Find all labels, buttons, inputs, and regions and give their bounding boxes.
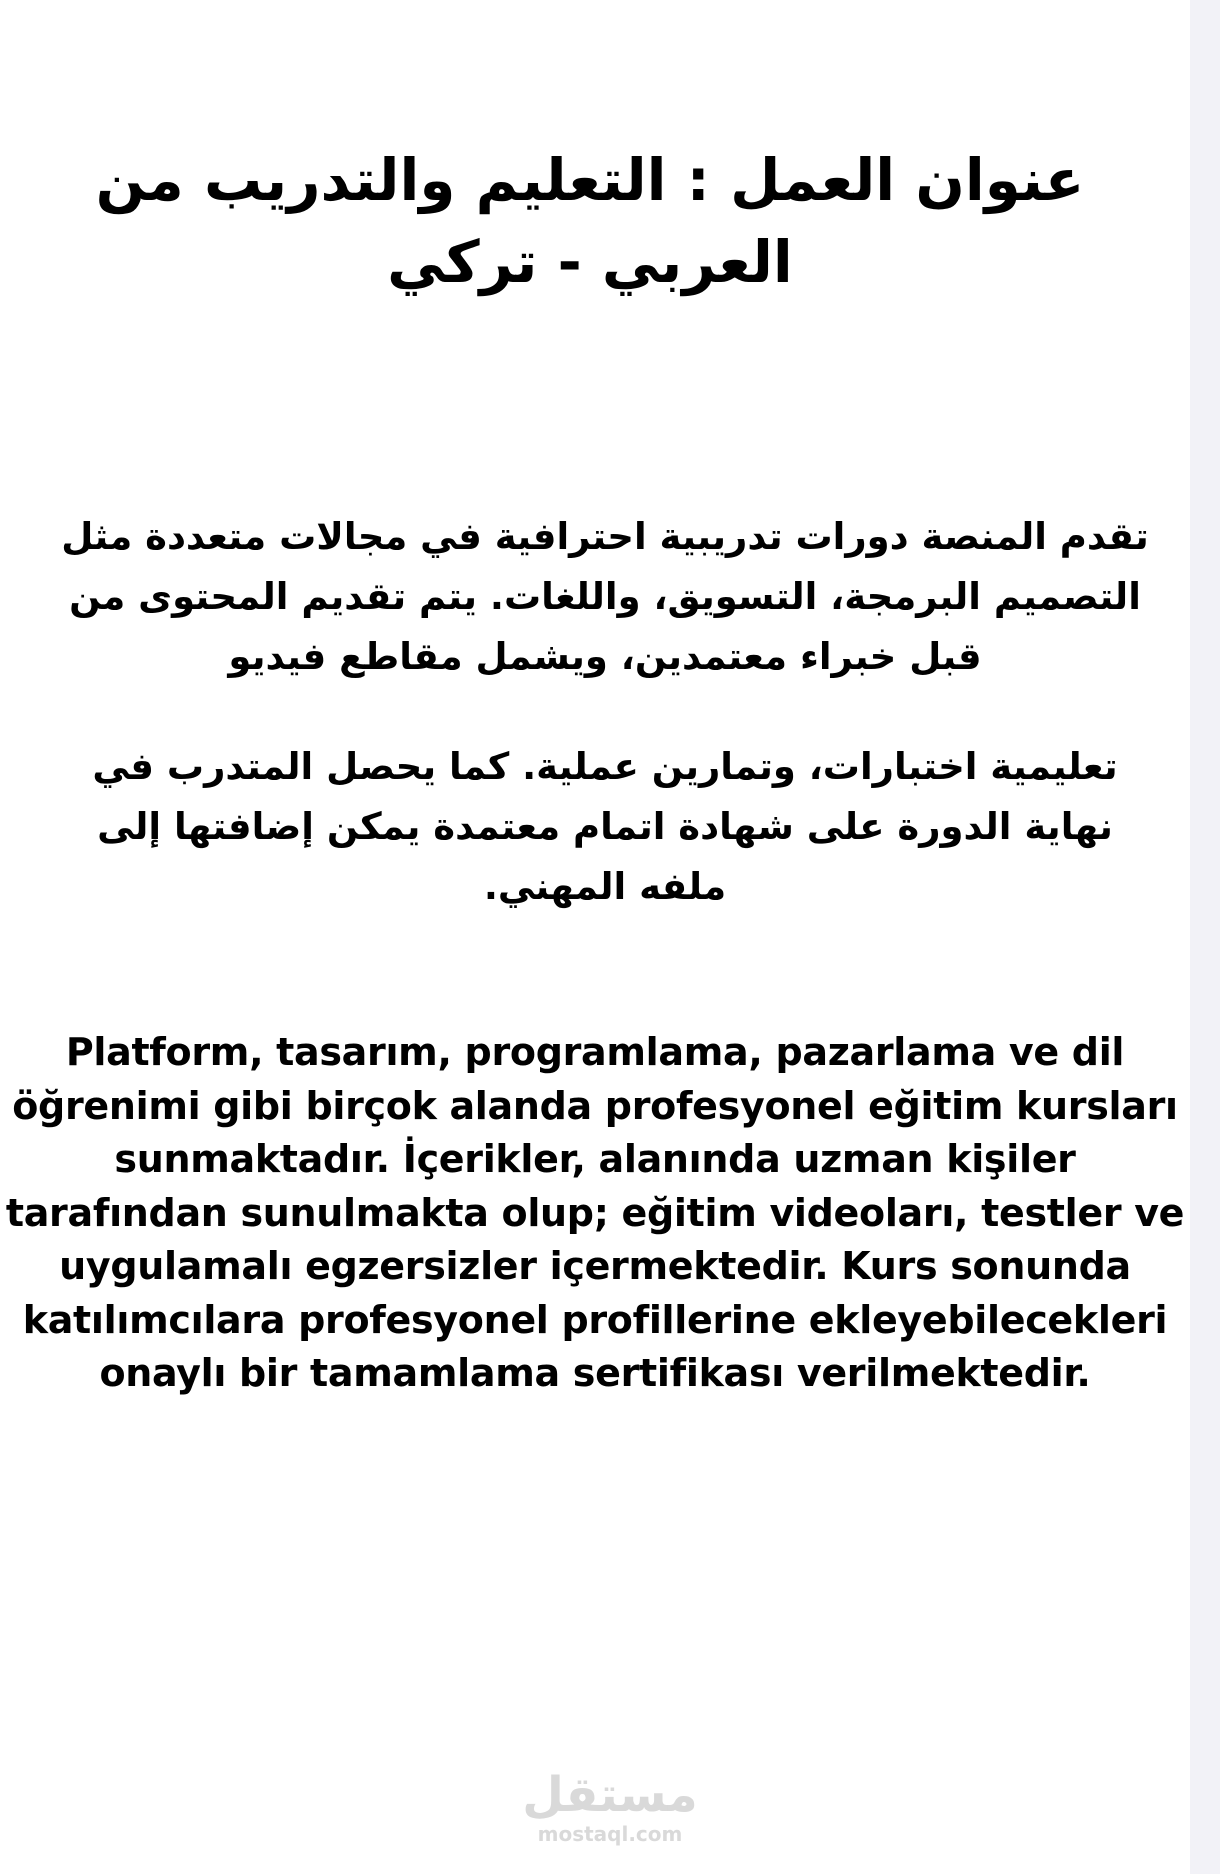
turkish-paragraph: Platform, tasarım, programlama, pazarlama ve dil öğrenimi gibi birçok alanda profesyonel eğitim kursları sunmaktadır. İçerikler, alanında uzman kişiler tarafından sunulmakta olup; eğitim videoları, testler ve uygulamalı egzersizler içermektedir. Kurs sonunda katılımcılara profesyonel profillerine ekleyebilecekleri onaylı bir tamamlama sertifikası verilmektedir.: [5, 1030, 1185, 1395]
arabic-paragraph-1: تقدم المنصة دورات تدريبية احترافية في مجالات متعددة مثل التصميم البرمجة، التسويق، واللغات. يتم تقديم المحتوى من قبل خبراء معتمدين، ويشمل مقاطع فيديو: [61, 515, 1149, 678]
scrollbar-track[interactable]: [1190, 0, 1220, 1874]
mostaql-watermark: [520, 1768, 700, 1846]
arabic-paragraph-2: تعليمية اختبارات، وتمارين عملية. كما يحصل المتدرب في نهاية الدورة على شهادة اتمام معتمدة يمكن إضافتها إلى ملفه المهني.: [92, 745, 1118, 908]
document-title: عنوان العمل : التعليم والتدريب من العربي - تركي: [95, 145, 1085, 296]
watermark-logo: مستقل: [522, 1767, 698, 1823]
watermark-url: mostaql.com: [537, 1822, 683, 1846]
